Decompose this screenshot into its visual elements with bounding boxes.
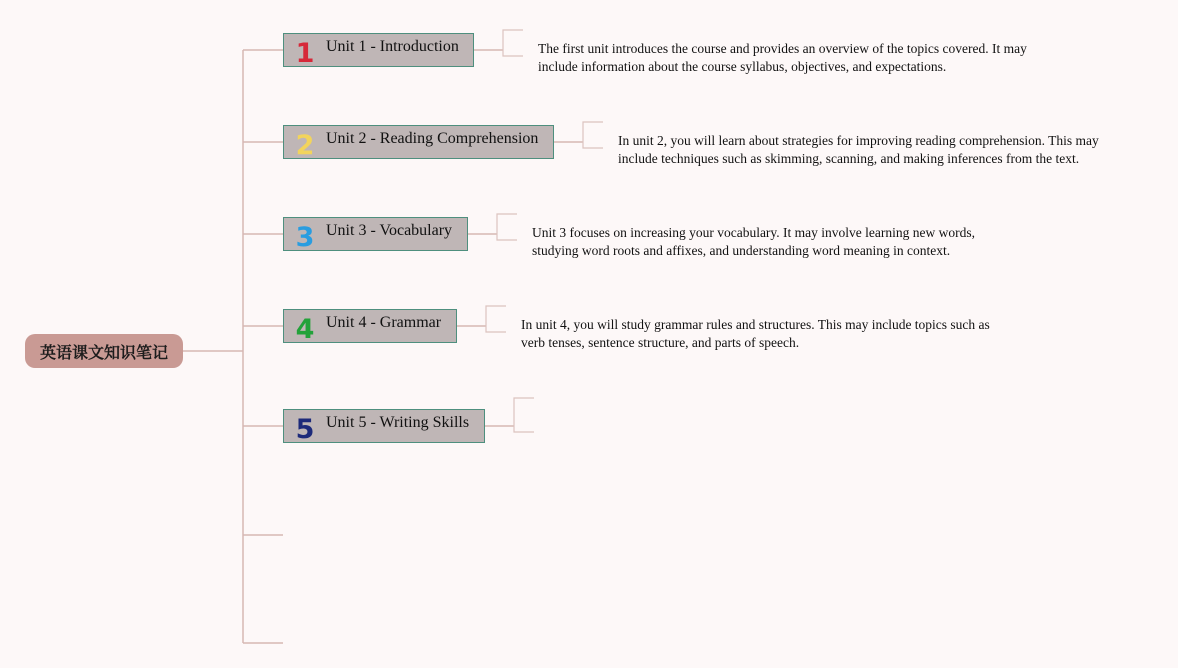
root-topic[interactable] (25, 334, 183, 368)
number-4-icon: 4 (295, 313, 315, 345)
number-3-icon: 3 (295, 221, 315, 253)
root-topic-label: 英语课文知识笔记 (39, 342, 168, 362)
unit-4-label: Unit 4 - Grammar (326, 314, 442, 331)
unit-3-label: Unit 3 - Vocabulary (326, 222, 453, 239)
unit-4-description: In unit 4, you will study grammar rules and structures. This may include topics such as verb tenses, sentence structure, and parts of speech. (521, 317, 990, 350)
unit-2-node[interactable] (283, 125, 554, 159)
unit-3-description: Unit 3 focuses on increasing your vocabulary. It may involve learning new words, studying word roots and affixes, and understanding word meaning in context. (532, 225, 976, 258)
unit-2-label: Unit 2 - Reading Comprehension (326, 130, 539, 147)
unit-5-node[interactable] (283, 409, 485, 443)
number-2-icon: 2 (295, 129, 315, 161)
unit-1-node[interactable] (283, 33, 474, 67)
unit-4-node[interactable] (283, 309, 457, 343)
unit-2-description: In unit 2, you will learn about strategies for improving reading comprehension. This may include techniques such as skimming, scanning, and making inferences from the text. (618, 133, 1099, 166)
number-5-icon: 5 (295, 413, 315, 445)
unit-5-label: Unit 5 - Writing Skills (326, 414, 470, 431)
number-1-icon: 1 (295, 37, 315, 69)
unit-1-description: The first unit introduces the course and provides an overview of the topics covered. It may include information about the course syllabus, objectives, and expectations. (538, 41, 1027, 74)
unit-5-description (550, 416, 1020, 452)
unit-1-label: Unit 1 - Introduction (326, 38, 459, 55)
unit-3-node[interactable] (283, 217, 468, 251)
